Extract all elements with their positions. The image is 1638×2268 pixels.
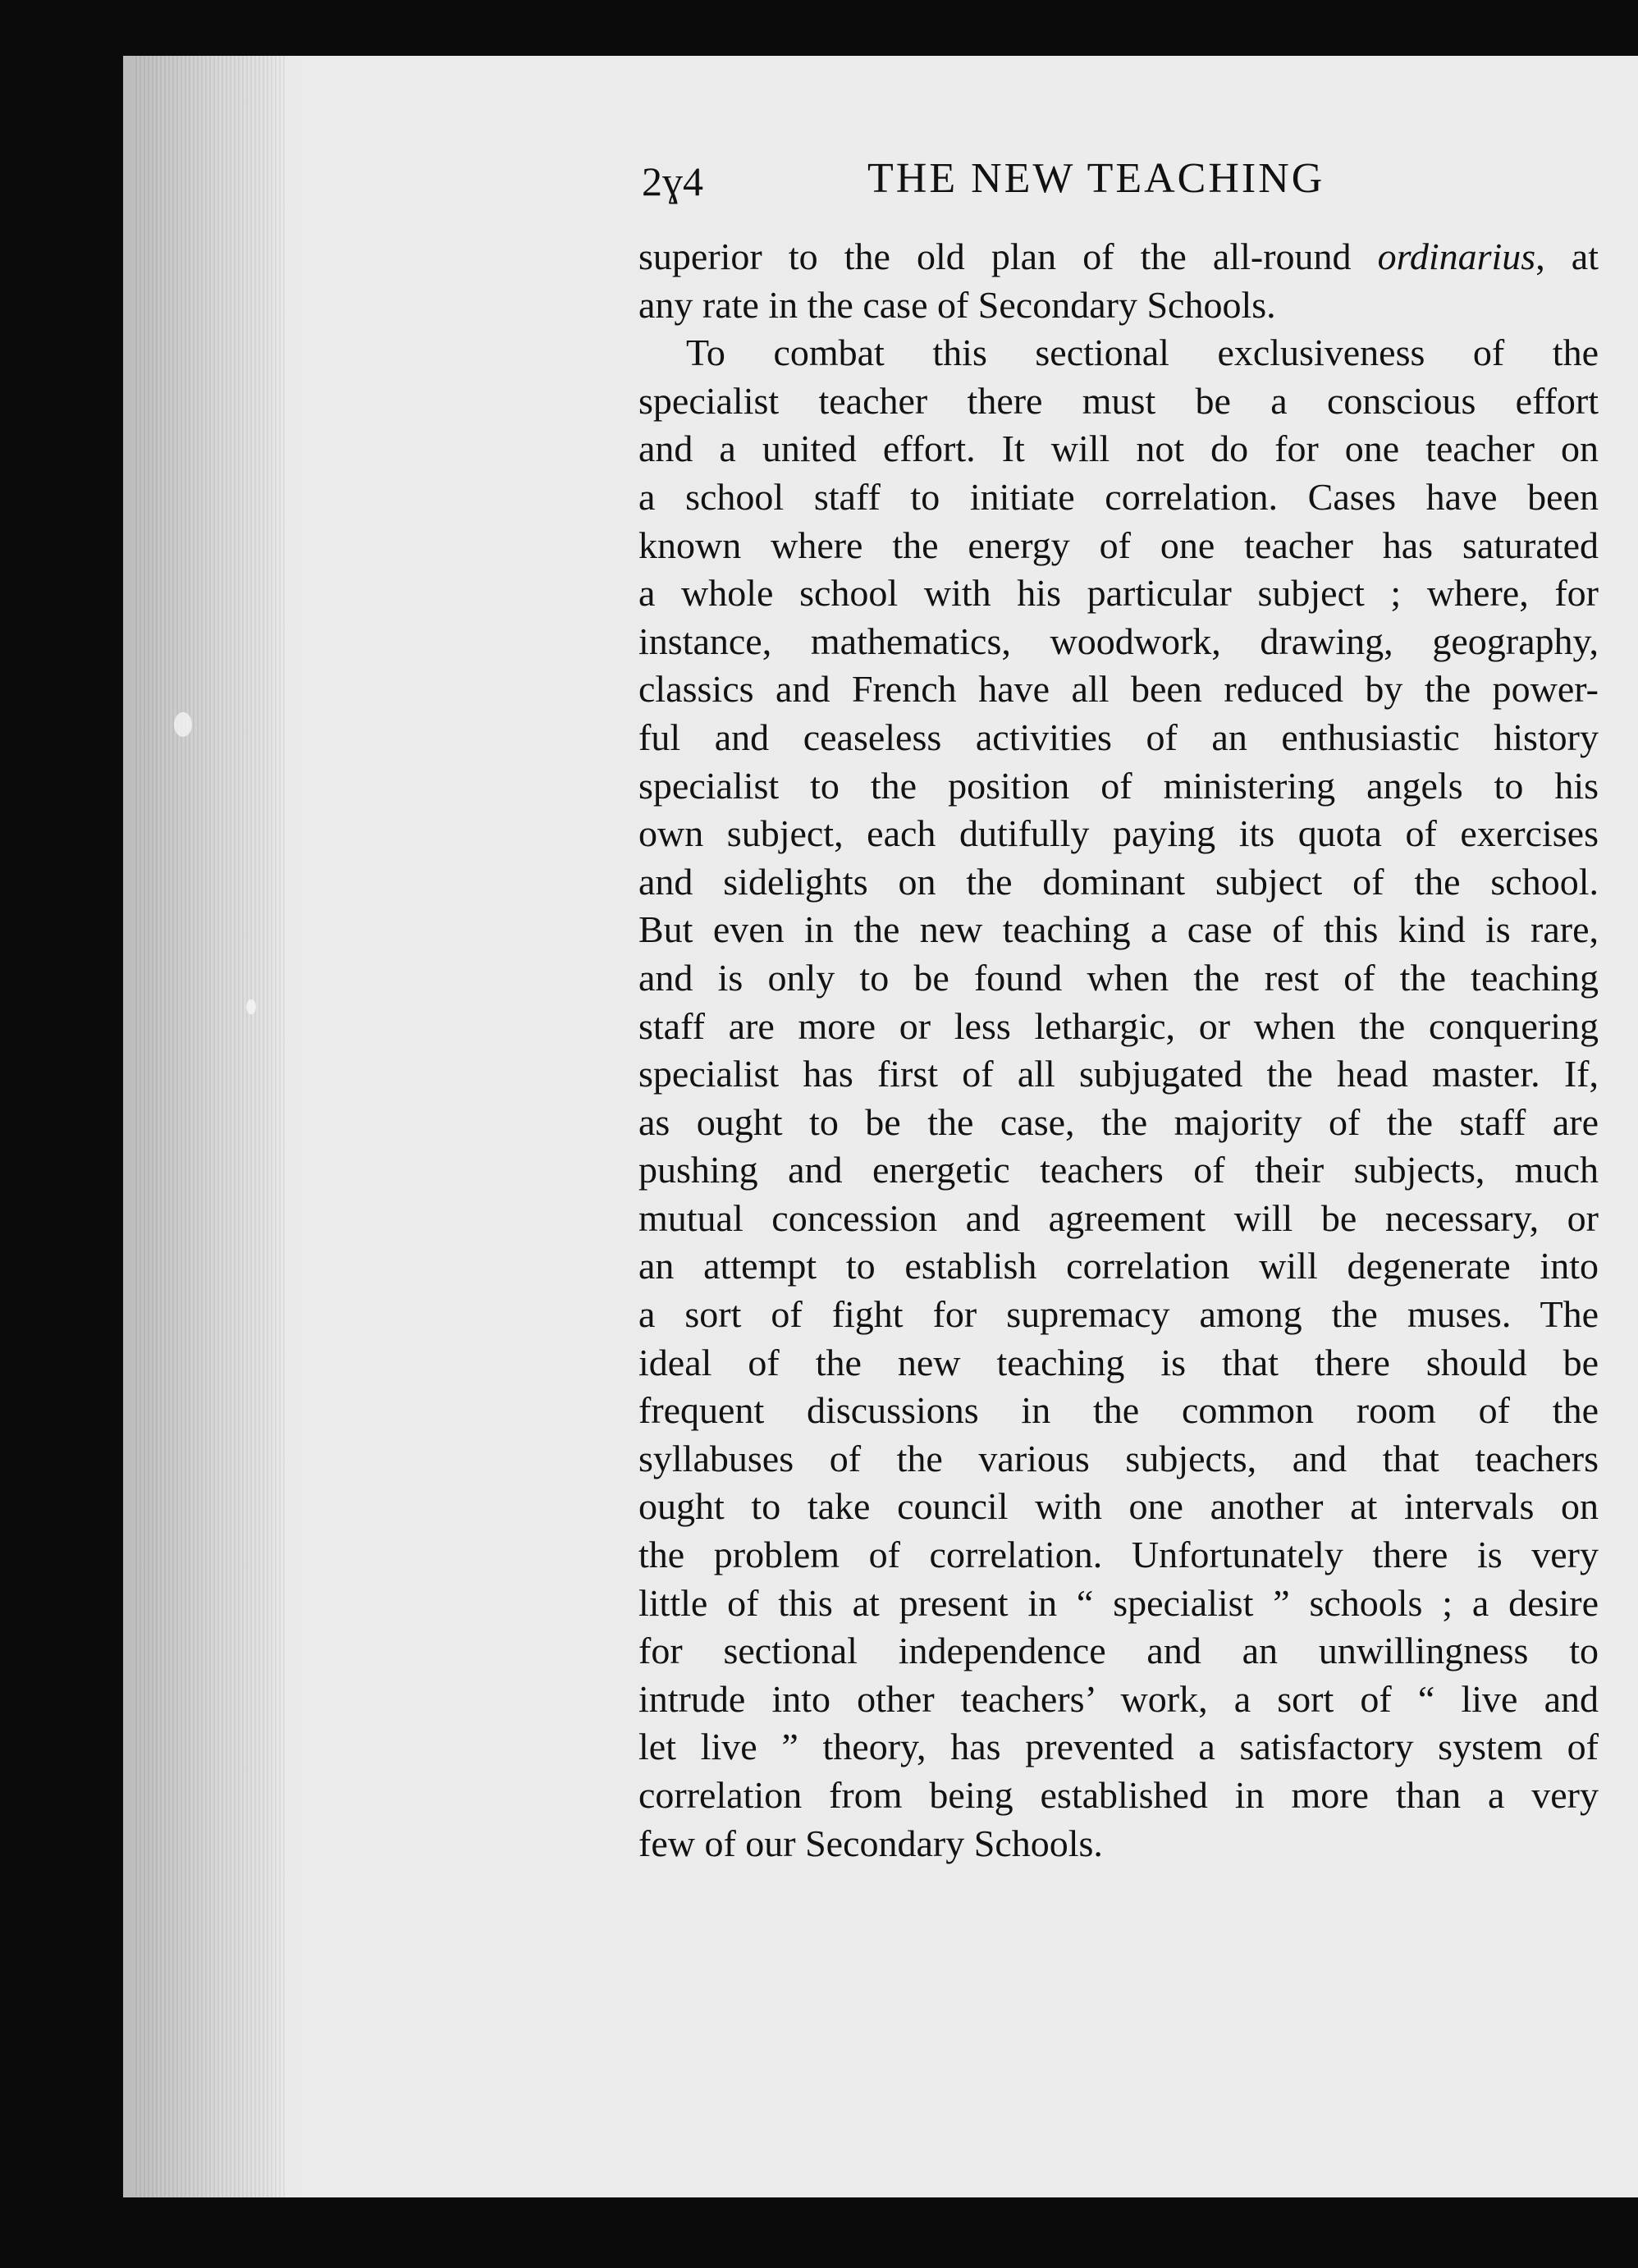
text-line: But even in the new teaching a case of this kind is rare, xyxy=(638,908,1599,951)
paper-blemish xyxy=(174,712,192,737)
text-line: and a united effort. It will not do for one teacher on xyxy=(638,428,1599,470)
text-line: and sidelights on the dominant subject of the school. xyxy=(638,860,1599,903)
text-line: superior to the old plan of the all-round ordinarius, at xyxy=(638,235,1599,277)
text-line: an attempt to establish correlation will degenerate into xyxy=(638,1245,1599,1287)
text-line: own subject, each dutifully paying its quota of exercises xyxy=(638,812,1599,855)
text-line: pushing and energetic teachers of their subjects, much xyxy=(638,1149,1599,1191)
text-line: staff are more or less lethargic, or when the conquering xyxy=(638,1004,1599,1047)
text-line: mutual concession and agreement will be necessary, or xyxy=(638,1196,1599,1239)
text-line: few of our Secondary Schools. xyxy=(638,1822,1103,1864)
text-line: little of this at present in “ specialist ” schools ; a desire xyxy=(638,1581,1599,1624)
paragraph-1 xyxy=(638,233,1599,329)
text-line: a sort of fight for supremacy among the muses. The xyxy=(638,1293,1599,1336)
text-line: correlation from being established in more than a very xyxy=(638,1774,1599,1816)
paper-blemish xyxy=(246,999,256,1014)
text-line: and is only to be found when the rest of the teaching xyxy=(638,956,1599,999)
text-line: known where the energy of one teacher has saturated xyxy=(638,524,1599,566)
running-title: THE NEW TEACHING xyxy=(867,155,1325,202)
text-line: specialist has first of all subjugated the head master. If, xyxy=(638,1053,1599,1095)
text-line: syllabuses of the various subjects, and that teachers xyxy=(638,1437,1599,1479)
page-number: 2ɣ4 xyxy=(642,158,703,204)
text-line: classics and French have all been reduced by the power- xyxy=(638,668,1599,711)
text-line: specialist to the position of ministering angels to his xyxy=(638,764,1599,807)
text-line: any rate in the case of Secondary Schools. xyxy=(638,283,1276,326)
text-line: ideal of the new teaching is that there should be xyxy=(638,1341,1599,1383)
body-text xyxy=(638,233,1599,1868)
text-line: as ought to be the case, the majority of the staff are xyxy=(638,1100,1599,1143)
text-line: instance, mathematics, woodwork, drawing, geography, xyxy=(638,620,1599,662)
page-edge xyxy=(123,56,135,2197)
paragraph-2 xyxy=(638,329,1599,1868)
text-line: let live ” theory, has prevented a satisfactory system of xyxy=(638,1726,1599,1768)
text-line: To combat this sectional exclusiveness of the xyxy=(686,332,1599,374)
text-line: ought to take council with one another at intervals on xyxy=(638,1485,1599,1528)
text-line: a whole school with his particular subject ; where, for xyxy=(638,572,1599,615)
text-line: ful and ceaseless activities of an enthusiastic history xyxy=(638,716,1599,758)
italic-term: ordinarius xyxy=(1377,235,1536,277)
text-line: intrude into other teachers’ work, a sort of “ live and xyxy=(638,1677,1599,1720)
text-line: frequent discussions in the common room of the xyxy=(638,1389,1599,1432)
page-header xyxy=(642,146,1598,220)
text-line: the problem of correlation. Unfortunately there is very xyxy=(638,1534,1599,1576)
text-line: specialist teacher there must be a conscious effort xyxy=(638,379,1599,422)
text-line: a school staff to initiate correlation. Cases have been xyxy=(638,475,1599,518)
binding-gutter xyxy=(123,56,287,2197)
text-line: for sectional independence and an unwillingness to xyxy=(638,1630,1599,1672)
